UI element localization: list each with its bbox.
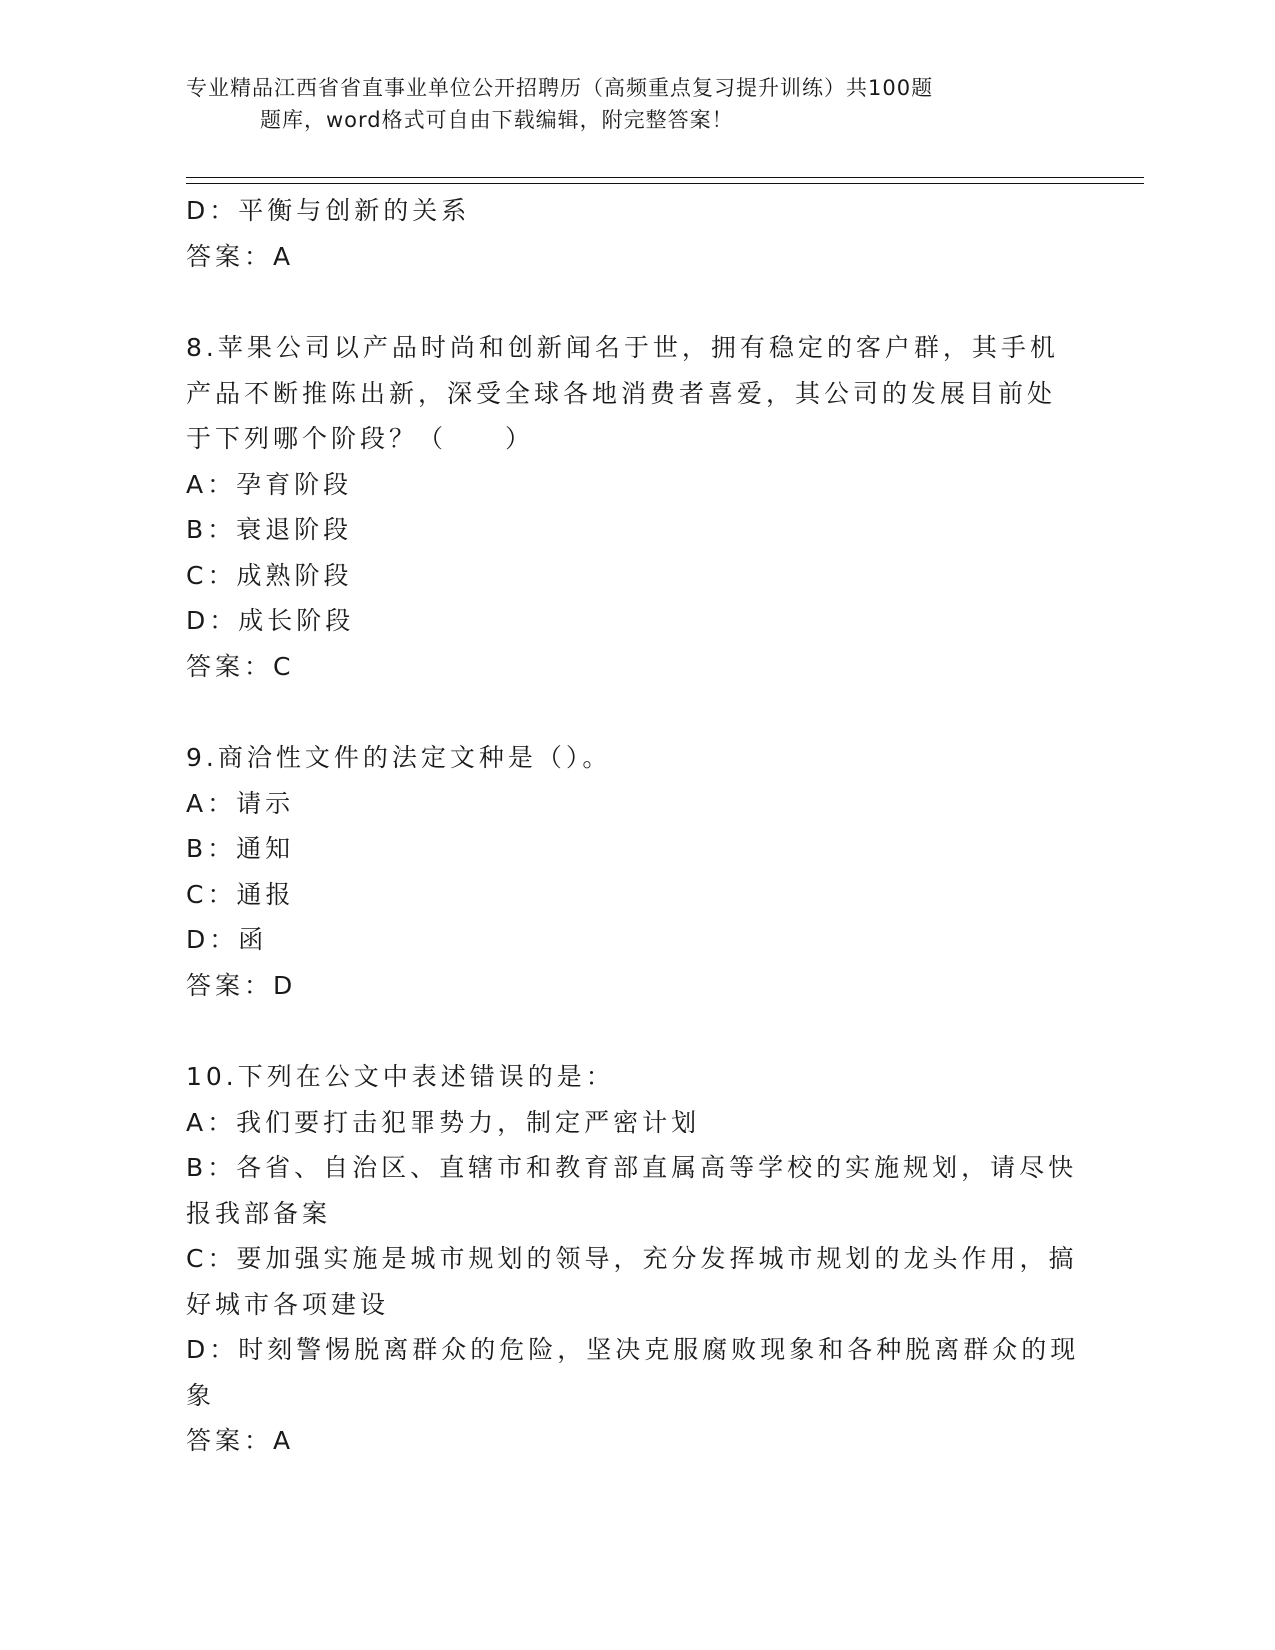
question-9 xyxy=(186,735,1066,1008)
header-title-line1: 专业精品江西省省直事业单位公开招聘历（高频重点复习提升训练）共100题 xyxy=(186,76,934,100)
option-c: C：通报 xyxy=(186,879,295,909)
header-divider-bottom xyxy=(186,183,1144,184)
answer-line: 答案：A xyxy=(186,1426,295,1455)
answer-line: 答案：D xyxy=(186,970,297,1000)
question-stem: 于下列哪个阶段？（ ） xyxy=(186,424,535,453)
option-b: B：通知 xyxy=(186,834,295,863)
option-d: D：时刻警惕脱离群众的危险，坚决克服腐败现象和各种脱离群众的现 xyxy=(186,1335,1080,1364)
option-b: B：衰退阶段 xyxy=(186,515,353,544)
option-d: D：平衡与创新的关系 xyxy=(186,196,471,225)
option-b: B：各省、自治区、直辖市和教育部直属高等学校的实施规划，请尽快 xyxy=(186,1153,1078,1182)
header-title-line2: 题库，word格式可自由下载编辑，附完整答案！ xyxy=(260,108,734,132)
question-stem: 10.下列在公文中表述错误的是： xyxy=(186,1062,615,1091)
document-header xyxy=(186,72,1086,136)
question-content xyxy=(186,188,1080,1464)
question-spacer xyxy=(186,689,1066,735)
question-stem: 产品不断推陈出新，深受全球各地消费者喜爱，其公司的发展目前处 xyxy=(186,378,1057,408)
option-d: D：函 xyxy=(186,925,268,954)
header-divider-top xyxy=(186,177,1144,178)
option-c: C：成熟阶段 xyxy=(186,560,353,590)
question-10 xyxy=(186,1054,1080,1464)
option-c: C：要加强实施是城市规划的领导，充分发挥城市规划的龙头作用，搞 xyxy=(186,1244,1078,1273)
previous-question-tail xyxy=(186,188,1066,279)
option-b-continued: 报我部备案 xyxy=(186,1198,332,1228)
question-stem: 8.苹果公司以产品时尚和创新闻名于世，拥有稳定的客户群，其手机 xyxy=(186,333,1059,362)
option-c-continued: 好城市各项建设 xyxy=(186,1289,390,1319)
option-d: D：成长阶段 xyxy=(186,606,355,635)
question-stem: 9.商洽性文件的法定文种是（）。 xyxy=(186,743,612,772)
question-spacer xyxy=(186,279,1066,325)
option-a: A：我们要打击犯罪势力，制定严密计划 xyxy=(186,1107,701,1137)
option-a: A：请示 xyxy=(186,788,295,818)
option-a: A：孕育阶段 xyxy=(186,469,353,499)
question-8 xyxy=(186,325,1066,689)
answer-line: 答案：C xyxy=(186,651,295,681)
option-d-continued: 象 xyxy=(186,1380,216,1410)
question-spacer xyxy=(186,1008,1066,1054)
answer-line: 答案：A xyxy=(186,241,295,271)
